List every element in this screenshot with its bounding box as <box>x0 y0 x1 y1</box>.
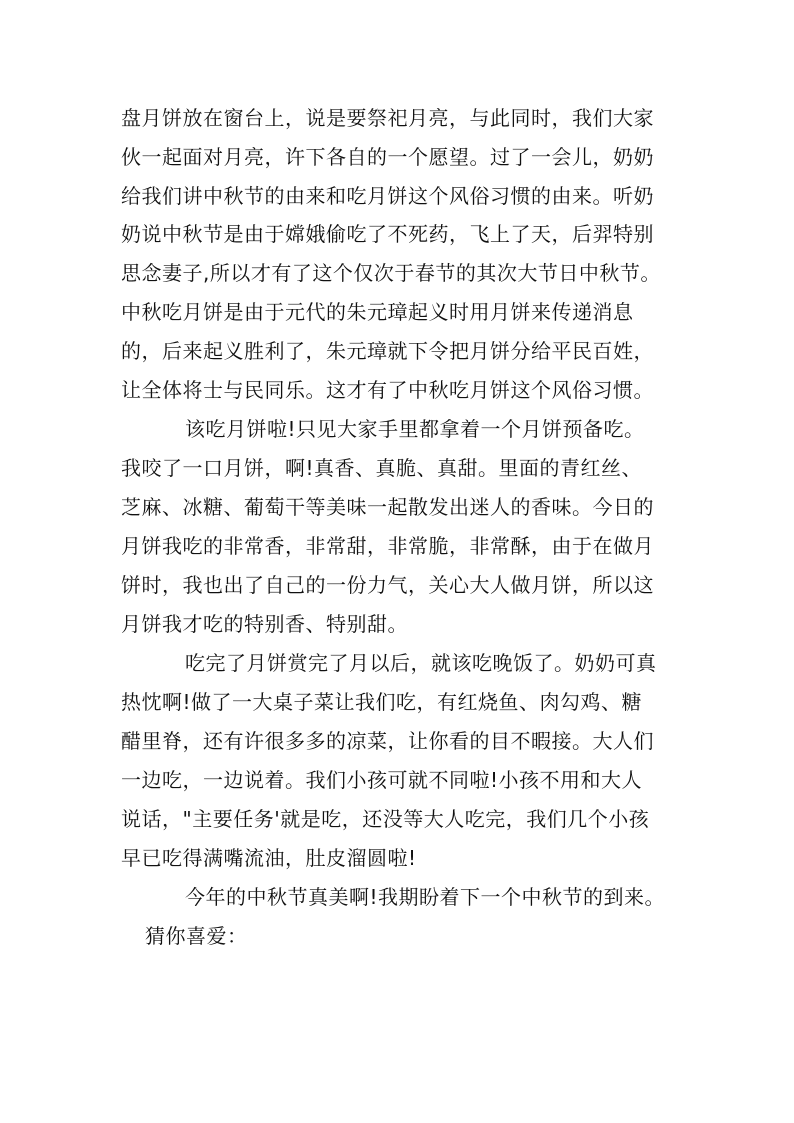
paragraph-line: 醋里脊，还有许很多多的凉菜，让你看的目不暇接。大人们 <box>121 729 654 753</box>
paragraph-line: 盘月饼放在窗台上，说是要祭祀月亮，与此同时，我们大家 <box>121 106 654 130</box>
related-heading: 猜你喜爱： <box>145 924 248 948</box>
paragraph-line: 的，后来起义胜利了，朱元璋就下令把月饼分给平民百姓， <box>121 339 654 363</box>
paragraph-first-line: 吃完了月饼赏完了月以后，就该吃晚饭了。奶奶可真 <box>185 651 657 675</box>
paragraph-line: 伙一起面对月亮，许下各自的一个愿望。过了一会儿，奶奶 <box>121 145 654 169</box>
paragraph-line: 一边吃，一边说着。我们小孩可就不同啦!小孩不用和大人 <box>121 768 643 792</box>
paragraph-line: 奶说中秋节是由于嫦娥偷吃了不死药，飞上了天，后羿特别 <box>121 222 654 246</box>
paragraph-line: 饼时，我也出了自己的一份力气，关心大人做月饼，所以这 <box>121 573 654 597</box>
paragraph-line: 中秋吃月饼是由于元代的朱元璋起义时用月饼来传递消息 <box>121 300 634 324</box>
paragraph-line: 热忱啊!做了一大桌子菜让我们吃，有红烧鱼、肉勾鸡、糖 <box>121 690 643 714</box>
paragraph-first-line: 该吃月饼啦!只见大家手里都拿着一个月饼预备吃。 <box>185 417 645 441</box>
paragraph-line: 说话，"主要任务'就是吃，还没等大人吃完，我们几个小孩 <box>121 807 650 831</box>
paragraph-line: 月饼我吃的非常香，非常甜，非常脆，非常酥，由于在做月 <box>121 534 654 558</box>
paragraph-line: 芝麻、冰糖、葡萄干等美味一起散发出迷人的香味。今日的 <box>121 495 654 519</box>
paragraph-line: 早已吃得满嘴流油，肚皮溜圆啦! <box>121 846 417 870</box>
paragraph-first-line: 今年的中秋节真美啊!我期盼着下一个中秋节的到来。 <box>185 885 666 909</box>
paragraph-line: 我咬了一口月饼，啊!真香、真脆、真甜。里面的青红丝、 <box>121 456 643 480</box>
paragraph-line: 月饼我才吃的特别香、特别甜。 <box>121 612 408 636</box>
paragraph-line: 思念妻子,所以才有了这个仅次于春节的其次大节日中秋节。 <box>121 261 661 285</box>
paragraph-line: 给我们讲中秋节的由来和吃月饼这个风俗习惯的由来。听奶 <box>121 184 654 208</box>
paragraph-line: 让全体将士与民同乐。这才有了中秋吃月饼这个风俗习惯。 <box>121 378 654 402</box>
